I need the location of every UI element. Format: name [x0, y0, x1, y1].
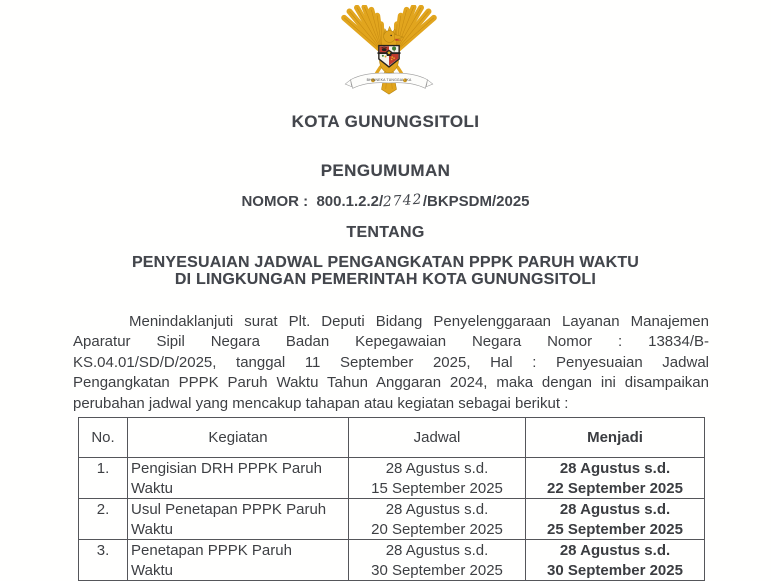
column-header-menjadi: Menjadi — [526, 418, 705, 458]
document-title-line1: PENYESUAIAN JADWAL PENGANGKATAN PPPK PARUH WAKTU — [131, 254, 640, 271]
document-title-line2: DI LINGKUNGAN PEMERINTAH KOTA GUNUNGSITOLI — [174, 270, 597, 288]
about-label: TENTANG — [346, 224, 425, 241]
cotton-symbol — [382, 55, 384, 57]
garuda-pancasila-emblem — [334, 5, 444, 99]
body-paragraph — [73, 312, 709, 414]
chain-symbol-1 — [391, 56, 393, 58]
table-row — [79, 458, 705, 499]
menjadi-cell: 28 Agustus s.d. 25 September 2025 — [526, 499, 705, 540]
document-number-handwritten: 2742 — [382, 191, 424, 211]
kegiatan-cell: Penetapan PPPK Paruh Waktu — [128, 540, 349, 581]
buffalo-symbol-body — [382, 48, 387, 51]
document-number-suffix: /BKPSDM/2025 — [422, 193, 530, 210]
document-number-prefix: NOMOR : 800.1.2.2/ — [241, 193, 384, 210]
document-type-heading: PENGUMUMAN — [320, 161, 451, 180]
schedule-table — [78, 417, 705, 581]
paragraph-line: Pengangkatan PPPK Paruh Waktu Tahun Anggaran 2024, maka dengan ini disampaikan — [73, 374, 709, 392]
paragraph-line: perubahan jadwal yang mencakup tahapan atau kegiatan sebagai berikut : — [73, 394, 569, 412]
kegiatan-cell: Usul Penetapan PPPK Paruh Waktu — [128, 499, 349, 540]
column-header-jadwal: Jadwal — [349, 418, 526, 458]
column-header-no: No. — [79, 418, 128, 458]
chain-symbol-2 — [393, 57, 395, 59]
document-title — [0, 255, 771, 288]
menjadi-cell: 28 Agustus s.d. 30 September 2025 — [526, 540, 705, 581]
document-number — [0, 193, 771, 210]
paragraph-line: Menindaklanjuti surat Plt. Deputi Bidang Penyelenggaraan Layanan Manajemen — [129, 313, 709, 330]
chain-symbol-3 — [391, 59, 393, 61]
scroll-motto-text: BHINNEKA TUNGGAL IKA — [366, 78, 412, 83]
jadwal-cell: 28 Agustus s.d. 20 September 2025 — [349, 499, 526, 540]
rice-symbol — [385, 56, 387, 58]
column-header-kegiatan: Kegiatan — [128, 418, 349, 458]
head — [384, 31, 396, 43]
menjadi-cell: 28 Agustus s.d. 22 September 2025 — [526, 458, 705, 499]
jadwal-cell: 28 Agustus s.d. 15 September 2025 — [349, 458, 526, 499]
paragraph-line: KS.04.01/SD/D/2025, tanggal 11 September 2025, Hal : Penyesuaian Jadwal — [73, 353, 709, 371]
row-number: 1. — [79, 458, 128, 499]
paragraph-line: Aparatur Sipil Negara Badan Kepegawaian Negara Nomor : 13834/B- — [73, 333, 709, 351]
table-header-row — [79, 418, 705, 458]
jadwal-cell: 28 Agustus s.d. 30 September 2025 — [349, 540, 526, 581]
table-row — [79, 499, 705, 540]
table-row — [79, 540, 705, 581]
city-name: KOTA GUNUNGSITOLI — [291, 112, 480, 131]
row-number: 2. — [79, 499, 128, 540]
eye — [390, 35, 391, 36]
kegiatan-cell: Pengisian DRH PPPK Paruh Waktu — [128, 458, 349, 499]
row-number: 3. — [79, 540, 128, 581]
